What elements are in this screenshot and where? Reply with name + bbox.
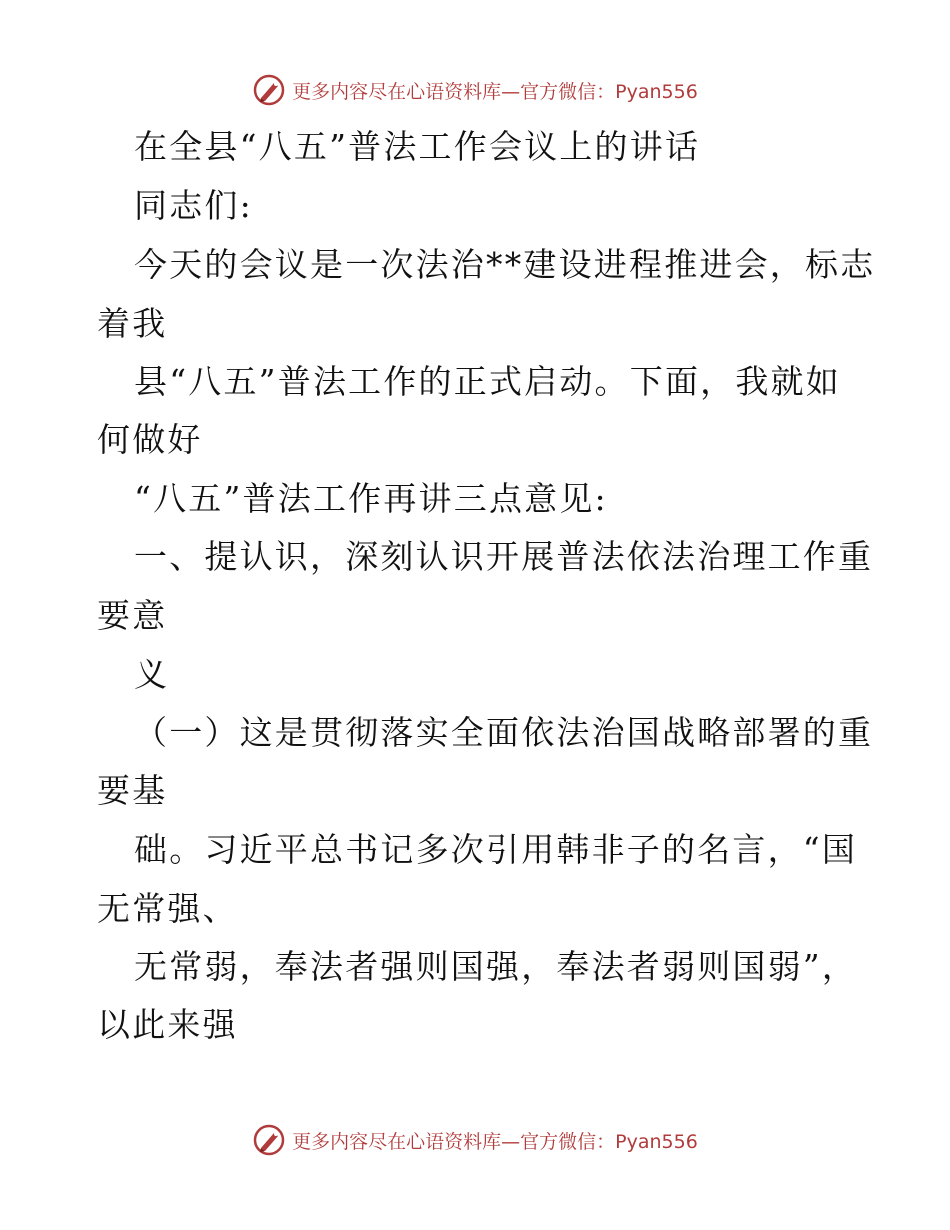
document-title: 在全县“八五”普法工作会议上的讲话 [134,127,701,166]
header-watermark-text: 更多内容尽在心语资料库—官方微信：Pyan556 [292,80,698,103]
paragraph-line: 无常弱，奉法者强则国强，奉法者弱则国弱”， [134,947,858,986]
paragraph-line: 础。习近平总书记多次引用韩非子的名言，“国 [134,830,858,869]
paragraph-line: 着我 [97,304,168,343]
paragraph-line: 县“八五”普法工作的正式启动。下面，我就如 [134,362,841,401]
paragraph-line: 一、提认识，深刻认识开展普法依法治理工作重 [134,537,874,576]
paragraph-line: 要意 [97,596,168,635]
footer-watermark-banner [0,1120,950,1160]
paragraph-line: （一）这是贯彻落实全面依法治国战略部署的重 [134,713,874,752]
paragraph-line: “八五”普法工作再讲三点意见: [134,479,608,518]
paragraph-line: 义 [134,655,170,694]
pen-logo-icon [252,1123,286,1157]
paragraph-line: 今天的会议是一次法治**建设进程推进会，标志 [134,245,876,284]
paragraph-line: 要基 [97,771,168,810]
paragraph-line: 何做好 [97,420,203,459]
paragraph-line: 同志们: [134,186,253,225]
footer-watermark-text: 更多内容尽在心语资料库—官方微信：Pyan556 [292,1130,698,1153]
paragraph-line: 以此来强 [97,1005,238,1044]
paragraph-line: 无常强、 [97,889,238,928]
